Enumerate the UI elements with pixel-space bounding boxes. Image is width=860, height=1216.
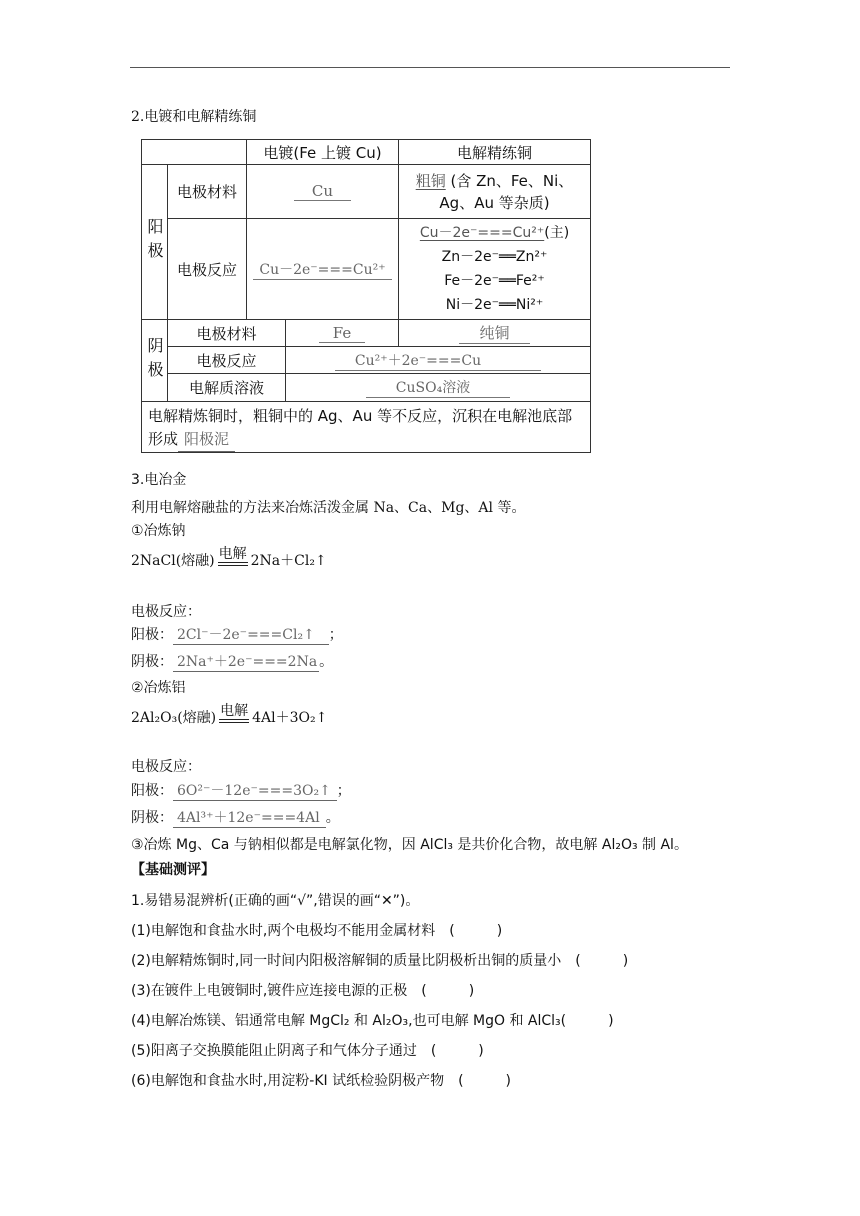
section3-intro: 利用电解熔融盐的方法来冶炼活泼金属 Na、Ca、Mg、Al 等。	[131, 500, 526, 516]
electrolyte-label: 电解质溶液	[167, 373, 286, 402]
sodium-cathode: 阴极： 2Na⁺＋2e⁻===2Na 。	[131, 651, 333, 672]
aluminum-reaction-label: 电极反应：	[131, 759, 201, 775]
sodium-anode: 阳极： 2Cl⁻－2e⁻===Cl₂↑ ；	[131, 624, 343, 645]
cathode-label: 阴极	[141, 319, 168, 402]
header-rule	[130, 67, 730, 68]
question-2: (2)电解精炼铜时,同一时间内阳极溶解铜的质量比阴极析出铜的质量小 ( )	[131, 953, 629, 969]
test-heading: 【基础测评】	[131, 862, 215, 878]
anode-label: 阳极	[141, 164, 168, 320]
cathode-material-refining: 纯铜	[398, 319, 591, 347]
section3-title: 3.电冶金	[131, 472, 187, 488]
anode-reaction-refining: Cu－2e⁻===Cu²⁺(主) Zn－2e⁻══Zn²⁺ Fe－2e⁻══Fe²⁺ Ni－2e⁻══Ni²⁺	[398, 218, 591, 320]
sodium-reaction-label: 电极反应：	[131, 604, 201, 620]
question-intro: 1.易错易混辨析(正确的画“√”,错误的画“✕”)。	[131, 893, 420, 909]
aluminum-cathode: 阴极： 4Al³⁺＋12e⁻===4Al 。	[131, 807, 340, 828]
anode-material-label: 电极材料	[167, 164, 247, 219]
table-corner-cell	[141, 139, 247, 165]
note3: ③冶炼 Mg、Ca 与钠相似都是电解氯化物，因 AlCl₃ 是共价化合物，故电解 Al₂O₃ 制 Al。	[131, 837, 688, 853]
aluminum-anode: 阳极： 6O²⁻－12e⁻===3O₂↑ ；	[131, 780, 351, 801]
anode-material-plating: Cu	[246, 164, 399, 219]
anode-material-refining: 粗铜 (含 Zn、Fe、Ni、 Ag、Au 等杂质)	[398, 164, 591, 219]
aluminum-title: ②冶炼铝	[131, 680, 186, 696]
question-6: (6)电解饱和食盐水时,用淀粉-KI 试纸检验阴极产物 ( )	[131, 1073, 512, 1089]
section2-title: 2.电镀和电解精练铜	[131, 109, 257, 125]
question-5: (5)阳离子交换膜能阻止阴离子和气体分子通过 ( )	[131, 1043, 484, 1059]
question-1: (1)电解饱和食盐水时,两个电极均不能用金属材料 ( )	[131, 923, 503, 939]
cathode-material-label: 电极材料	[167, 319, 286, 347]
plating-refining-table	[141, 139, 591, 453]
cathode-reaction-label: 电极反应	[167, 346, 286, 374]
cathode-material-plating: Fe	[285, 319, 399, 347]
sodium-equation: 2NaCl(熔融) 电解 2Na＋Cl₂↑	[131, 546, 327, 569]
anode-reaction-label: 电极反应	[167, 218, 247, 320]
table-note: 电解精炼铜时，粗铜中的 Ag、Au 等不反应，沉积在电解池底部形成 阳极泥	[141, 401, 591, 453]
header-plating: 电镀(Fe 上镀 Cu)	[246, 139, 399, 165]
header-refining: 电解精练铜	[398, 139, 591, 165]
sodium-title: ①冶炼钠	[131, 523, 186, 539]
anode-reaction-plating: Cu－2e⁻===Cu²⁺	[246, 218, 399, 320]
electrolyte-value: CuSO₄溶液	[285, 373, 591, 402]
question-4: (4)电解冶炼镁、铝通常电解 MgCl₂ 和 Al₂O₃,也可电解 MgO 和 AlCl₃( )	[131, 1013, 614, 1029]
aluminum-equation: 2Al₂O₃(熔融) 电解 4Al＋3O₂↑	[131, 703, 328, 726]
question-3: (3)在镀件上电镀铜时,镀件应连接电源的正极 ( )	[131, 983, 475, 999]
cathode-reaction: Cu²⁺＋2e⁻===Cu	[285, 346, 591, 374]
